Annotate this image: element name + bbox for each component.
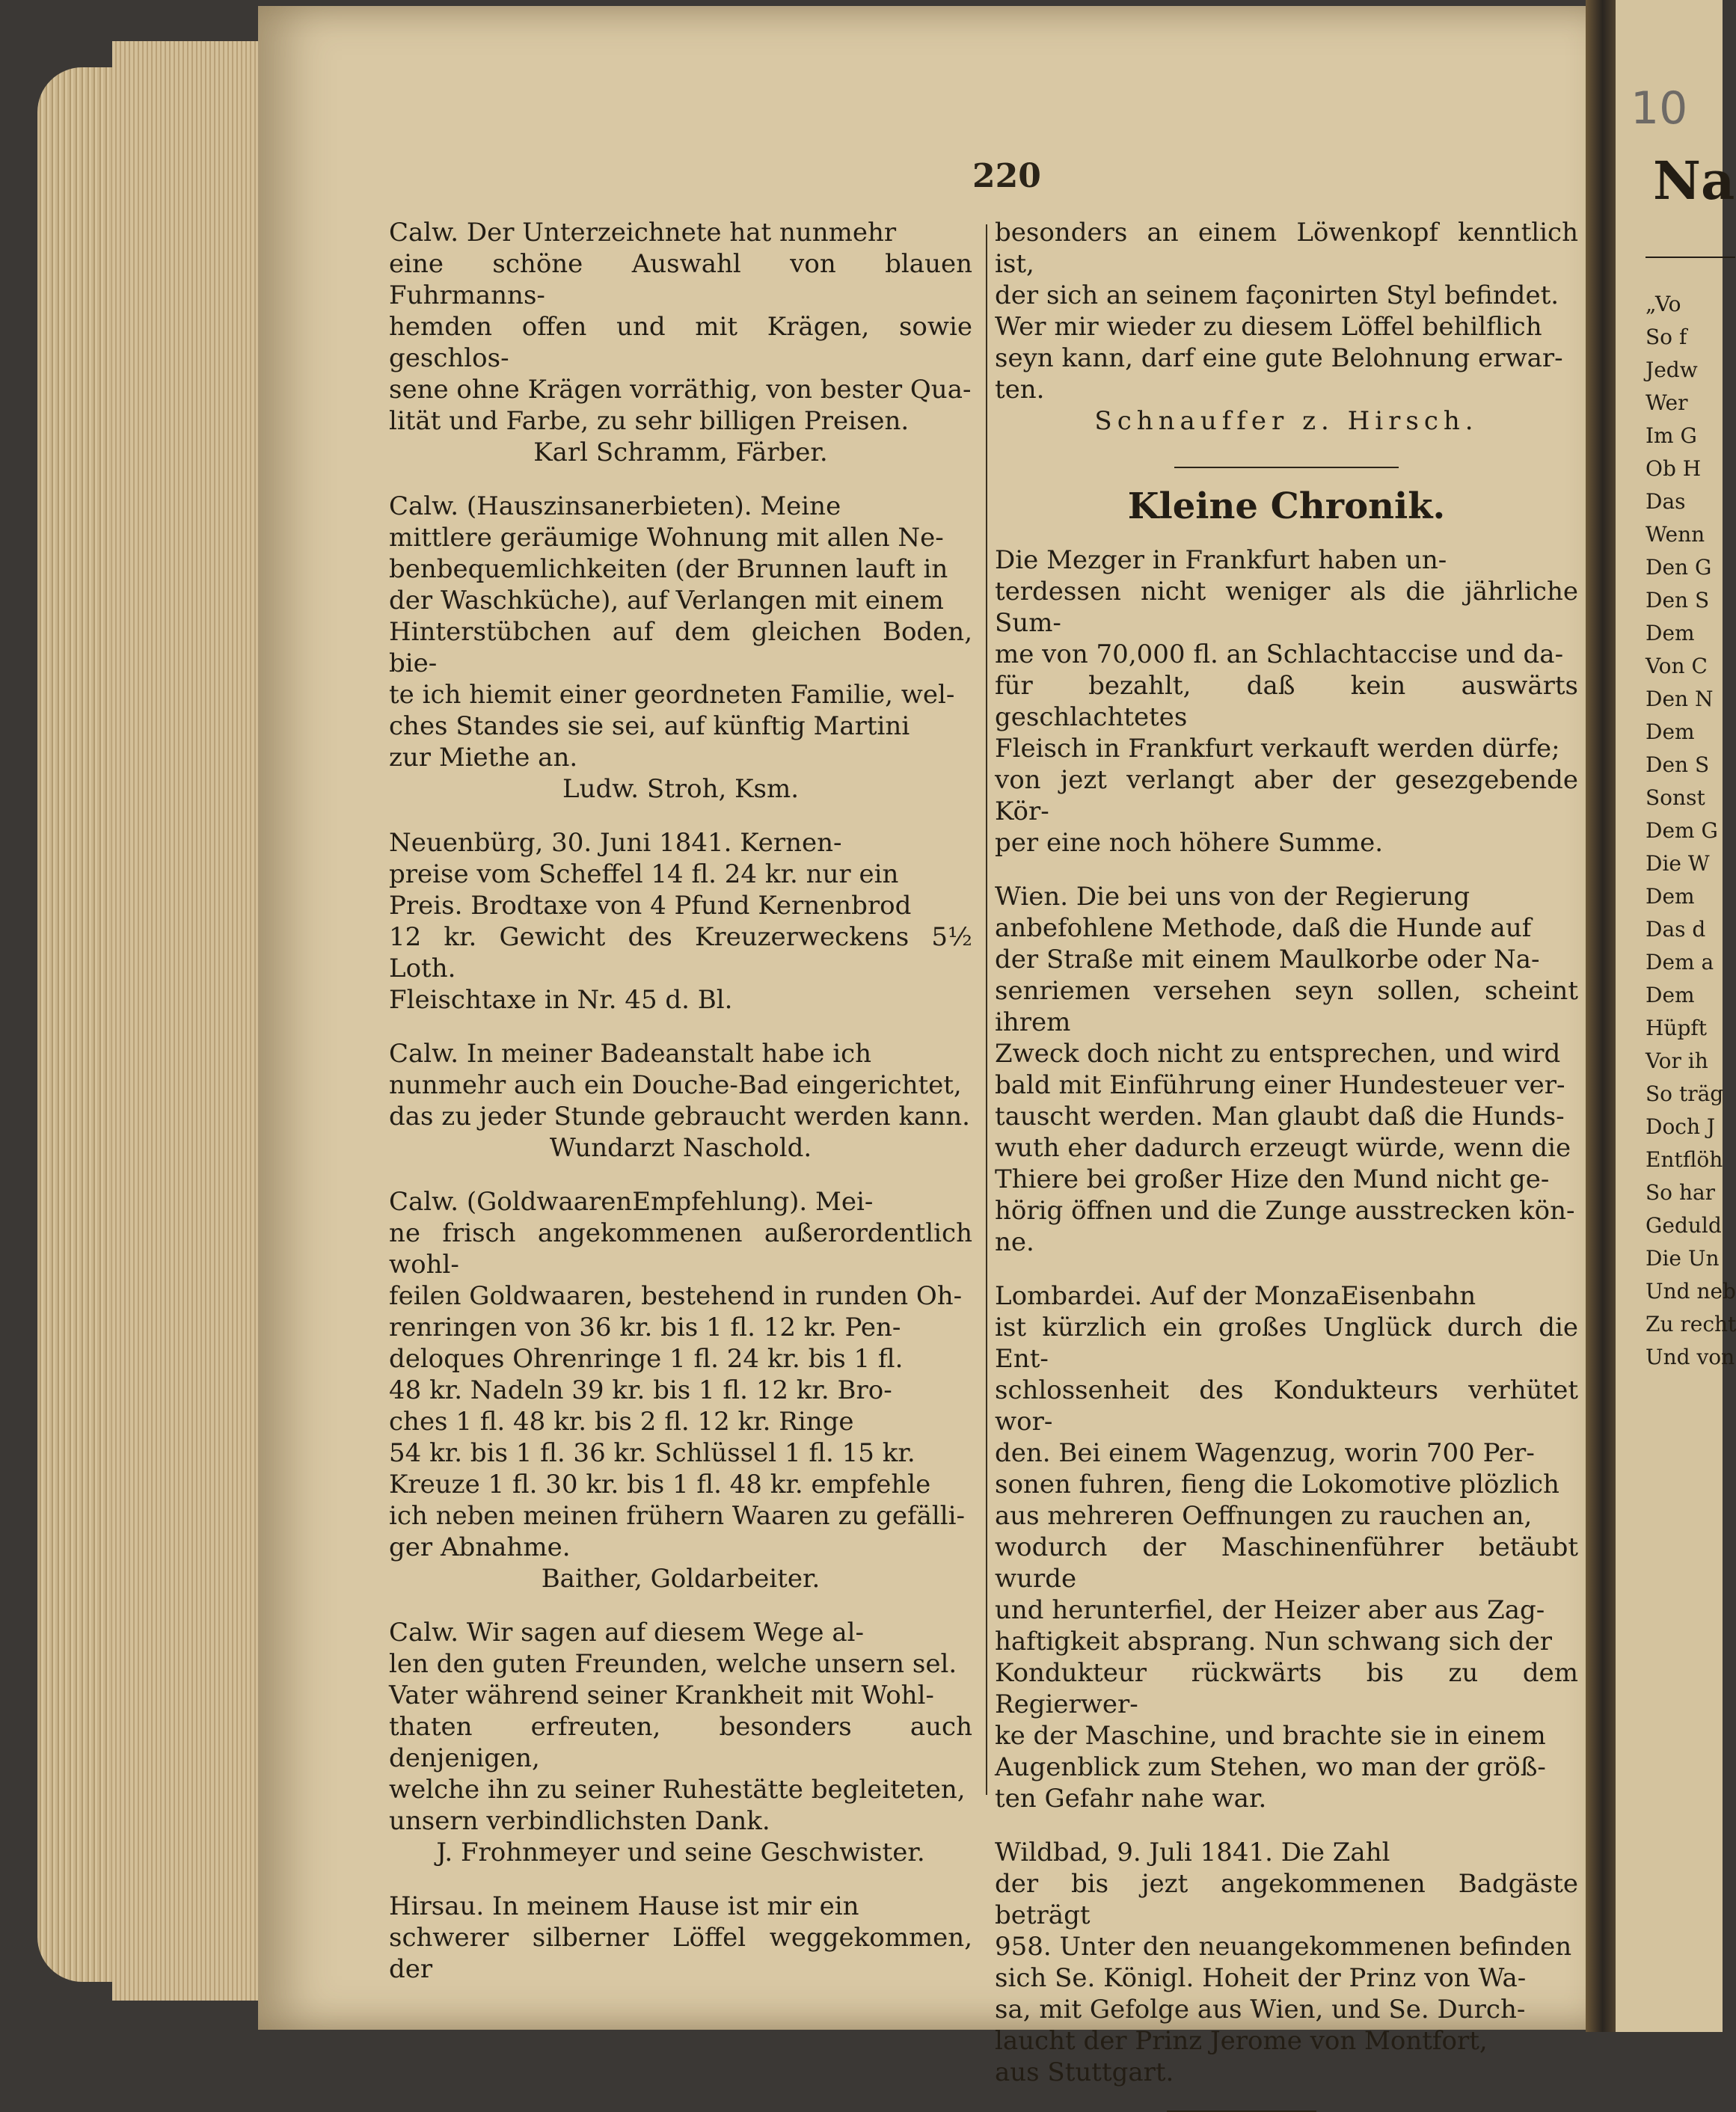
book-gutter: [1586, 0, 1619, 2032]
text-line: sich Se. Königl. Hoheit der Prinz von Wa-: [995, 1963, 1527, 1993]
right-column: [995, 217, 1578, 2112]
next-page-rule: [1645, 257, 1735, 258]
text-line: Lombardei. Auf der MonzaEisenbahn: [995, 1281, 1476, 1311]
next-page-line: Und von: [1645, 1345, 1735, 1369]
chronik-heading: Kleine Chronik.: [1127, 485, 1446, 527]
text-line: und herunterfiel, der Heizer aber aus Zag-: [995, 1595, 1545, 1625]
text-line: schwerer silberner Löffel weggekommen, der: [389, 1923, 972, 1984]
text-line: welche ihn zu seiner Ruhestätte begleiteten,: [389, 1775, 966, 1805]
text-line: schlossenheit des Kondukteurs verhütet wor-: [995, 1375, 1578, 1437]
text-line: Augenblick zum Stehen, wo man der größ-: [995, 1752, 1546, 1782]
text-line: der Waschküche), auf Verlangen mit einem: [389, 586, 944, 616]
text-line: ger Abnahme.: [389, 1532, 571, 1562]
text-line: preise vom Scheffel 14 fl. 24 kr. nur ein: [389, 859, 899, 889]
text-line: 48 kr. Nadeln 39 kr. bis 1 fl. 12 kr. Bro-: [389, 1375, 892, 1405]
text-line: Fleischtaxe in Nr. 45 d. Bl.: [389, 985, 733, 1015]
text-line: tauscht werden. Man glaubt daß die Hunds-: [995, 1102, 1565, 1132]
text-line: ches Standes sie sei, auf künftig Martini: [389, 711, 910, 741]
next-page-line: Dem: [1645, 884, 1695, 909]
notice-signature: J. Frohnmeyer und seine Geschwister.: [436, 1838, 925, 1867]
text-line: bald mit Einführung einer Hundesteuer ver-: [995, 1070, 1565, 1100]
text-line: me von 70,000 fl. an Schlachtaccise und da-: [995, 639, 1564, 669]
text-line: ne.: [995, 1227, 1034, 1257]
chronik-entry: [995, 544, 1578, 859]
chronik-entry: [995, 1837, 1578, 2088]
page-number: 220: [972, 157, 1041, 195]
left-column: [389, 217, 972, 2007]
next-page-lines: [1616, 288, 1736, 1374]
next-page-line: Dem G: [1645, 818, 1718, 843]
text-line: terdessen nicht weniger als die jährliche Sum-: [995, 577, 1578, 638]
column-divider: [986, 224, 987, 1795]
text-line: benbequemlichkeiten (der Brunnen lauft in: [389, 554, 948, 584]
text-line: senriemen versehen seyn sollen, scheint ihrem: [995, 976, 1578, 1037]
notice-entry: [389, 491, 972, 805]
text-line: feilen Goldwaaren, bestehend in runden Oh-: [389, 1281, 963, 1311]
notice-signature: Ludw. Stroh, Ksm.: [562, 774, 799, 804]
text-line: nunmehr auch ein Douche-Bad eingerichtet,: [389, 1070, 962, 1100]
notice-entry: [389, 217, 972, 468]
next-page-line: Den S: [1645, 752, 1710, 777]
section-rule: [1174, 467, 1399, 468]
notice-entry: [389, 827, 972, 1016]
text-line: der bis jezt angekommenen Badgäste beträgt: [995, 1869, 1578, 1930]
next-page-line: Geduld: [1645, 1213, 1722, 1238]
text-line: laucht der Prinz Jerome von Montfort,: [995, 2026, 1488, 2056]
text-line: renringen von 36 kr. bis 1 fl. 12 kr. Pen-: [389, 1313, 901, 1342]
text-line: Calw. Wir sagen auf diesem Wege al-: [389, 1618, 864, 1648]
text-line: Kreuze 1 fl. 30 kr. bis 1 fl. 48 kr. empfehle: [389, 1470, 931, 1499]
text-line: lität und Farbe, zu sehr billigen Preisen.: [389, 406, 910, 436]
text-line: Preis. Brodtaxe von 4 Pfund Kernenbrod: [389, 891, 912, 921]
text-line: Fleisch in Frankfurt verkauft werden dürfe;: [995, 734, 1560, 764]
chronik-entry: [995, 881, 1578, 1258]
next-page-line: Und neb: [1645, 1279, 1736, 1304]
text-line: aus Stuttgart.: [995, 2057, 1174, 2087]
next-page-line: Die Un: [1645, 1246, 1720, 1271]
next-page-line: Dem: [1645, 719, 1695, 744]
next-page-line: Den S: [1645, 588, 1710, 613]
next-page-line: Vor ih: [1645, 1049, 1708, 1073]
next-page-line: Jedw: [1645, 357, 1698, 382]
notice-entry: [389, 1186, 972, 1594]
notice-entry: [389, 1891, 972, 1985]
text-line: mittlere geräumige Wohnung mit allen Ne-: [389, 523, 944, 553]
text-line: sonen fuhren, fieng die Lokomotive plözlich: [995, 1470, 1559, 1499]
next-page-line: So har: [1645, 1180, 1716, 1205]
text-line: besonders an einem Löwenkopf kenntlich ist,: [995, 218, 1578, 279]
notice-signature: Baither, Goldarbeiter.: [541, 1564, 821, 1594]
text-line: len den guten Freunden, welche unsern sel.: [389, 1649, 957, 1679]
next-page-title: Na: [1653, 150, 1735, 212]
notice-signature: Karl Schramm, Färber.: [533, 438, 828, 467]
chronik-entry: [995, 1280, 1578, 1814]
notice-entry: [389, 1038, 972, 1164]
next-page-line: Ob H: [1645, 456, 1702, 481]
next-page-line: Den N: [1645, 687, 1714, 711]
text-line: thaten erfreuten, besonders auch denjenigen,: [389, 1712, 972, 1773]
text-line: ten.: [995, 375, 1045, 405]
text-line: Hinterstübchen auf dem gleichen Boden, bie-: [389, 617, 972, 678]
text-line: 54 kr. bis 1 fl. 36 kr. Schlüssel 1 fl. 15 kr.: [389, 1438, 915, 1468]
text-line: seyn kann, darf eine gute Belohnung erwar-: [995, 343, 1563, 373]
text-line: sene ohne Krägen vorräthig, von bester Qua-: [389, 375, 972, 405]
text-line: wuth eher dadurch erzeugt würde, wenn die: [995, 1133, 1571, 1163]
next-page-line: „Vo: [1645, 292, 1681, 316]
notice-signature: Schnauffer z. Hirsch.: [1094, 406, 1479, 436]
next-page-line: Wenn: [1645, 522, 1705, 547]
next-page-line: Entflöh: [1645, 1147, 1723, 1172]
text-line: ich neben meinen frühern Waaren zu gefälli-: [389, 1501, 965, 1531]
text-line: Calw. Der Unterzeichnete hat nunmehr: [389, 218, 897, 248]
text-line: Calw. (Hauszinsanerbieten). Meine: [389, 491, 841, 521]
text-line: haftigkeit absprang. Nun schwang sich der: [995, 1627, 1552, 1657]
next-page-fragment: [1616, 0, 1736, 2032]
next-page-line: So träg: [1645, 1081, 1724, 1106]
text-line: ne frisch angekommenen außerordentlich wohl-: [389, 1218, 972, 1280]
next-page-line: Dem: [1645, 983, 1695, 1007]
next-page-line: Wer: [1645, 390, 1688, 415]
text-line: ist kürzlich ein großes Unglück durch die Ent-: [995, 1313, 1578, 1374]
text-line: Kondukteur rückwärts bis zu dem Regierwer-: [995, 1658, 1578, 1719]
text-line: unsern verbindlichsten Dank.: [389, 1806, 770, 1836]
text-line: ke der Maschine, und brachte sie in einem: [995, 1721, 1546, 1751]
text-line: Die Mezger in Frankfurt haben un-: [995, 545, 1447, 575]
next-page-line: So f: [1645, 325, 1687, 349]
text-line: der Straße mit einem Maulkorbe oder Na-: [995, 945, 1540, 974]
next-page-line: Sonst: [1645, 785, 1705, 810]
text-line: Zweck doch nicht zu entsprechen, und wird: [995, 1039, 1561, 1069]
text-line: Wer mir wieder zu diesem Löffel behilflich: [995, 312, 1542, 342]
text-line: deloques Ohrenringe 1 fl. 24 kr. bis 1 fl.: [389, 1344, 904, 1374]
text-line: der sich an seinem façonirten Styl befindet.: [995, 280, 1559, 310]
next-page-line: Dem a: [1645, 950, 1714, 974]
next-page-line: Das: [1645, 489, 1686, 514]
text-line: zur Miethe an.: [389, 743, 578, 773]
text-line: wodurch der Maschinenführer betäubt wurde: [995, 1532, 1578, 1594]
text-line: sa, mit Gefolge aus Wien, und Se. Durch-: [995, 1995, 1526, 2024]
notice-entry: [389, 1617, 972, 1868]
text-line: ten Gefahr nahe war.: [995, 1784, 1267, 1814]
text-line: Thiere bei großer Hize den Mund nicht ge-: [995, 1164, 1550, 1194]
text-line: 958. Unter den neuangekommenen befinden: [995, 1932, 1572, 1962]
text-line: anbefohlene Methode, daß die Hunde auf: [995, 913, 1532, 943]
text-line: Neuenbürg, 30. Juni 1841. Kernen-: [389, 828, 842, 858]
next-page-line: Dem: [1645, 621, 1695, 645]
next-page-line: Die W: [1645, 851, 1710, 876]
text-line: Calw. (GoldwaarenEmpfehlung). Mei-: [389, 1187, 874, 1217]
text-line: per eine noch höhere Summe.: [995, 828, 1384, 858]
text-line: hörig öffnen und die Zunge ausstrecken kön-: [995, 1196, 1575, 1226]
next-page-line: Das d: [1645, 917, 1706, 942]
text-line: te ich hiemit einer geordneten Familie, wel-: [389, 680, 955, 710]
text-line: Hirsau. In meinem Hause ist mir ein: [389, 1891, 859, 1921]
text-line: Vater während seiner Krankheit mit Wohl-: [389, 1680, 934, 1710]
text-line: ches 1 fl. 48 kr. bis 2 fl. 12 kr. Ringe: [389, 1407, 854, 1437]
next-page-line: Doch J: [1645, 1114, 1716, 1139]
next-page-line: Im G: [1645, 423, 1697, 448]
notice-signature: Wundarzt Naschold.: [549, 1133, 812, 1163]
next-page-line: Den G: [1645, 555, 1712, 580]
next-page-line: Zu recht: [1645, 1312, 1736, 1336]
text-line: eine schöne Auswahl von blauen Fuhrmanns-: [389, 249, 972, 310]
pencil-annotation: 10: [1631, 82, 1688, 135]
text-line: das zu jeder Stunde gebraucht werden kann.: [389, 1102, 970, 1132]
text-line: den. Bei einem Wagenzug, worin 700 Per-: [995, 1438, 1535, 1468]
text-line: Wildbad, 9. Juli 1841. Die Zahl: [995, 1838, 1390, 1867]
continued-notice: [995, 217, 1578, 437]
next-page-line: Von C: [1645, 654, 1708, 678]
next-page-line: Hüpft: [1645, 1016, 1707, 1040]
text-line: Calw. In meiner Badeanstalt habe ich: [389, 1039, 872, 1069]
text-line: hemden offen und mit Krägen, sowie geschlos-: [389, 312, 972, 373]
text-line: 12 kr. Gewicht des Kreuzerweckens 5½ Loth.: [389, 922, 972, 983]
text-line: aus mehreren Oeffnungen zu rauchen an,: [995, 1501, 1533, 1531]
text-line: von jezt verlangt aber der gesezgebende Kör-: [995, 765, 1578, 826]
text-line: für bezahlt, daß kein auswärts geschlachtetes: [995, 671, 1578, 732]
text-line: Wien. Die bei uns von der Regierung: [995, 882, 1470, 912]
